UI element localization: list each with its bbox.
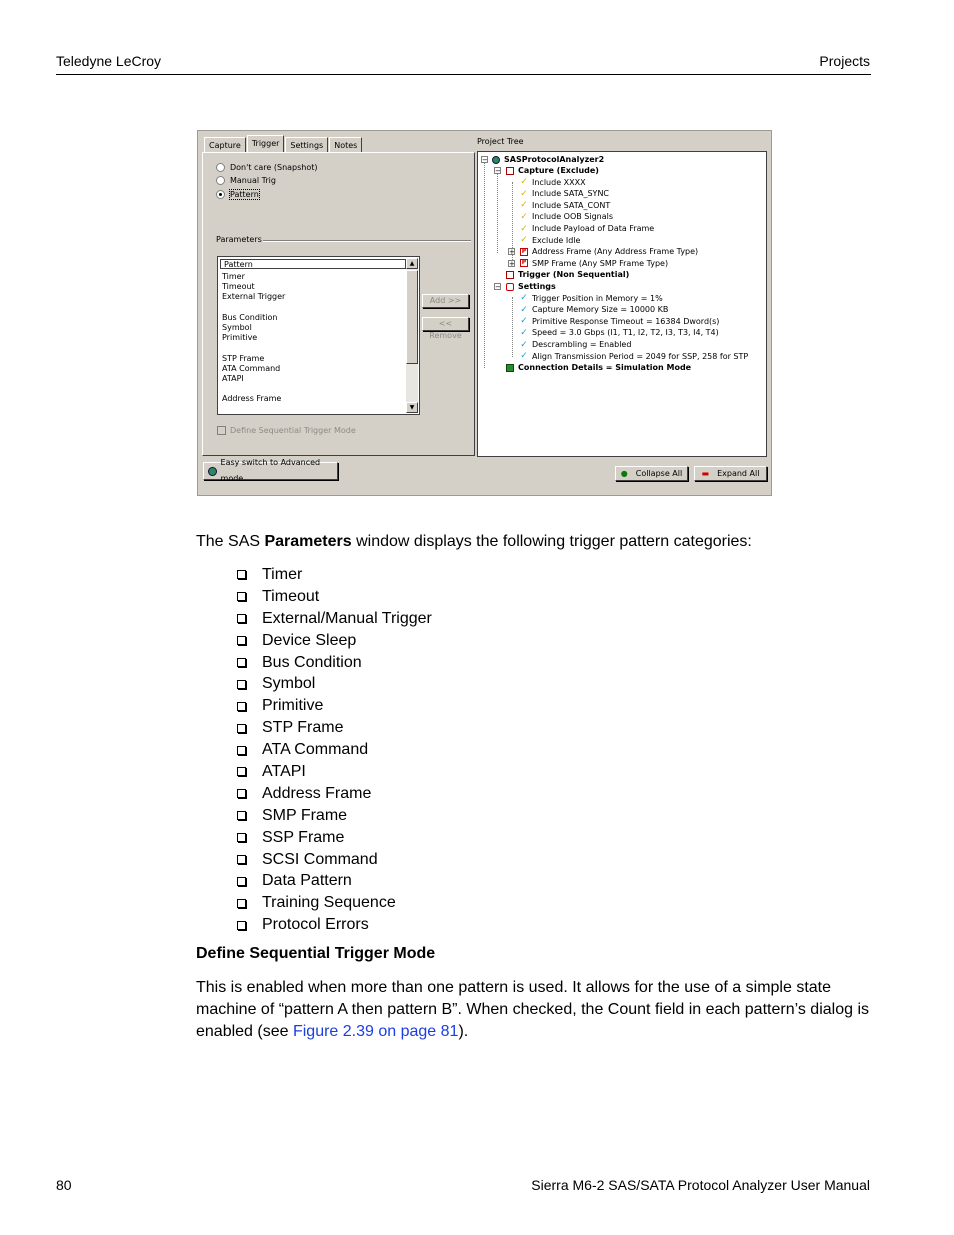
checkbox-bullet-icon [237, 789, 246, 798]
tree-node[interactable] [520, 246, 698, 257]
list-item: SSP Frame [237, 827, 432, 849]
section-text: This is enabled when more than one pattern is used. It allows for the use of a simple state machine of “pattern A then pattern B”. When checked, the Count field in each pattern’s dialog is enabled (see [196, 979, 869, 1040]
checkbox-bullet-icon [237, 811, 246, 820]
tree-node[interactable] [520, 177, 586, 188]
tree-node-label: Speed = 3.0 Gbps (I1, T1, I2, T2, I3, T3, I4, T4) [532, 328, 719, 338]
radio-label: Manual Trig [230, 176, 276, 185]
list-item[interactable]: Symbol [222, 323, 252, 332]
tree-node[interactable] [492, 154, 604, 165]
list-item[interactable]: External Trigger [222, 292, 286, 302]
list-item [222, 303, 285, 313]
category-list [237, 564, 432, 936]
figure-link[interactable]: Figure 2.39 on page 81 [292, 1023, 459, 1040]
tree-node[interactable] [520, 304, 668, 315]
tree-node-label: Include Payload of Data Frame [532, 224, 655, 233]
parameters-label: Parameters [216, 235, 262, 244]
checkbox-bullet-icon [237, 921, 246, 930]
tree-node[interactable] [520, 211, 613, 222]
tree-node-label: Align Transmission Period = 2049 for SSP, 258 for STP [532, 351, 749, 361]
tree-guide [512, 297, 513, 357]
tree-node-label: Include SATA_CONT [532, 200, 611, 210]
tree-node-label: Connection Details = Simulation Mode [518, 363, 692, 373]
pattern-list[interactable] [217, 256, 420, 415]
checkbox-bullet-icon [237, 680, 246, 689]
check-icon: ✓ [520, 200, 528, 211]
tree-node[interactable] [520, 293, 663, 304]
footer-title: Sierra M6-2 SAS/SATA Protocol Analyzer User Manual [531, 1177, 870, 1193]
tree-node[interactable] [520, 351, 748, 362]
parameters-divider [263, 240, 471, 242]
tree-node-label: Primitive Response Timeout = 16384 Dword(s) [532, 316, 720, 326]
tree-node[interactable] [520, 339, 631, 350]
radio-dont-care[interactable] [216, 163, 318, 172]
intro-text: window displays the following trigger pattern categories: [351, 533, 752, 550]
list-item [222, 343, 285, 353]
tree-node-label: Include SATA_SYNC [532, 189, 610, 199]
checkbox-bullet-icon [237, 899, 246, 908]
expand-all-label: Expand All [717, 469, 760, 478]
check-icon: ✓ [520, 327, 528, 338]
checkbox-bullet-icon [237, 833, 246, 842]
list-item: External/Manual Trigger [237, 608, 432, 630]
list-item[interactable]: Address Frame [222, 394, 282, 404]
header-company: Teledyne LeCroy [56, 53, 162, 69]
section-heading: Define Sequential Trigger Mode [196, 945, 436, 962]
easy-switch-button[interactable] [203, 458, 338, 483]
tree-node-label: Trigger Position in Memory = 1% [532, 293, 663, 303]
remove-button[interactable]: << Remove [422, 317, 469, 331]
list-item[interactable]: Primitive [222, 333, 258, 343]
radio-indicator [216, 190, 225, 199]
list-item: Primitive [237, 695, 432, 717]
wave-icon [506, 167, 514, 175]
list-item: Symbol [237, 673, 432, 695]
checkbox-bullet-icon [237, 877, 246, 886]
tree-node-label: SASProtocolAnalyzer2 [504, 155, 605, 164]
radio-label: Don't care (Snapshot) [230, 163, 318, 172]
radio-manual-trig[interactable] [216, 176, 276, 185]
radio-pattern[interactable] [216, 190, 259, 199]
tree-node[interactable] [520, 258, 668, 269]
checkbox-bullet-icon [237, 658, 246, 667]
trigger-settings-dialog [197, 130, 772, 496]
tree-guide [497, 171, 498, 253]
tree-node-label: Capture Memory Size = 10000 KB [532, 305, 669, 315]
tree-node-label: Address Frame (Any Address Frame Type) [532, 247, 699, 257]
list-item: ATA Command [237, 739, 432, 761]
tab-trigger[interactable]: Trigger [247, 135, 285, 152]
tree-node[interactable] [520, 200, 610, 211]
checkbox-bullet-icon [237, 724, 246, 733]
p-icon: P [521, 259, 527, 267]
connection-icon [506, 364, 514, 372]
list-item: ATAPI [237, 761, 432, 783]
check-icon: ✓ [520, 235, 528, 246]
tree-node-label: Settings [518, 282, 556, 291]
scroll-down-icon[interactable]: ▼ [406, 402, 418, 413]
gear-icon [506, 283, 514, 291]
page-number: 80 [56, 1177, 72, 1193]
intro-paragraph [196, 531, 876, 553]
dialog-tabs [204, 137, 363, 152]
list-item: SCSI Command [237, 849, 432, 871]
list-item: Timer [237, 564, 432, 586]
checkbox-bullet-icon [237, 570, 246, 579]
check-icon: ✓ [520, 316, 528, 327]
intro-text: The SAS [196, 533, 265, 550]
list-item[interactable]: ATA Command [222, 363, 281, 373]
tree-guide [484, 160, 485, 368]
list-item: Training Sequence [237, 892, 432, 914]
list-item[interactable]: Timeout [222, 282, 255, 292]
radio-label: Pattern [230, 190, 259, 199]
scroll-up-icon[interactable]: ▲ [406, 258, 418, 269]
list-item: STP Frame [237, 717, 432, 739]
checkbox-bullet-icon [237, 855, 246, 864]
tree-node[interactable] [520, 316, 719, 327]
tree-node[interactable] [506, 269, 629, 280]
intro-bold: Parameters [264, 533, 352, 550]
check-icon: ✓ [520, 293, 528, 304]
tree-node-label: Include OOB Signals [532, 212, 614, 222]
check-icon: ✓ [520, 177, 528, 188]
tree-node-label: Capture (Exclude) [518, 166, 599, 175]
expand-icon: ▬ [701, 469, 710, 478]
header-rule [56, 74, 871, 75]
tree-node-label: SMP Frame (Any SMP Frame Type) [532, 258, 669, 268]
tree-node[interactable] [506, 165, 599, 176]
radio-indicator [216, 176, 225, 185]
easy-switch-label: Easy switch to Advanced mode [220, 458, 321, 483]
collapse-toggle-icon[interactable]: − [495, 283, 501, 291]
checkbox-bullet-icon [237, 746, 246, 755]
pattern-list-header: Pattern [220, 259, 406, 269]
list-item: Bus Condition [237, 652, 432, 674]
expand-all-button[interactable] [694, 466, 767, 481]
tab-settings[interactable]: Settings [285, 137, 328, 152]
list-item: Protocol Errors [237, 914, 432, 936]
checkbox-bullet-icon [237, 767, 246, 776]
checkbox-bullet-icon [237, 614, 246, 623]
tree-node-label: Exclude Idle [532, 235, 581, 245]
tree-node[interactable] [520, 188, 609, 199]
project-tree[interactable] [477, 151, 767, 457]
list-item: Device Sleep [237, 630, 432, 652]
expand-toggle-icon[interactable]: + [509, 248, 515, 256]
project-tree-label: Project Tree [477, 137, 524, 146]
check-icon: ✓ [520, 188, 528, 199]
tree-node[interactable] [520, 235, 580, 246]
collapse-toggle-icon[interactable]: − [482, 156, 488, 164]
tree-node[interactable] [520, 327, 719, 338]
list-item[interactable]: Timer [222, 272, 245, 281]
list-item[interactable]: ATAPI [222, 374, 244, 383]
check-icon: ✓ [520, 304, 528, 315]
sequential-mode-checkbox[interactable] [217, 426, 356, 435]
list-item [222, 384, 285, 394]
checkbox-box [217, 426, 226, 435]
globe-icon [208, 467, 217, 476]
list-item[interactable]: Bus Condition [222, 312, 278, 322]
list-item: Data Pattern [237, 870, 432, 892]
collapse-toggle-icon[interactable]: − [495, 167, 501, 175]
collapse-icon: ● [620, 469, 628, 478]
p-icon: P [521, 247, 527, 255]
check-icon: ✓ [520, 339, 528, 350]
section-paragraph [196, 977, 871, 1043]
tree-node-label: Include XXXX [532, 177, 586, 187]
expand-toggle-icon[interactable]: + [509, 260, 515, 268]
list-item[interactable]: STP Frame [222, 353, 265, 363]
pattern-list-scrollbar[interactable] [406, 258, 418, 413]
tree-node-label: Descrambling = Enabled [532, 340, 632, 349]
globe-icon [492, 156, 500, 164]
checkbox-bullet-icon [237, 636, 246, 645]
check-icon: ✓ [520, 223, 528, 234]
checkbox-bullet-icon [237, 702, 246, 711]
wave-icon [506, 271, 514, 279]
scroll-thumb[interactable] [406, 270, 418, 364]
tab-notes[interactable]: Notes [329, 137, 362, 152]
add-button[interactable]: Add >> [422, 294, 469, 308]
checkbox-label: Define Sequential Trigger Mode [230, 426, 356, 435]
tree-node[interactable] [506, 362, 691, 373]
tree-node[interactable] [520, 223, 654, 234]
list-item: Address Frame [237, 783, 432, 805]
tab-capture[interactable]: Capture [204, 137, 246, 152]
pattern-list-items [222, 272, 285, 405]
tree-node-label: Trigger (Non Sequential) [518, 270, 630, 280]
section-text: ). [458, 1023, 469, 1040]
checkbox-bullet-icon [237, 592, 246, 601]
check-icon: ✓ [520, 211, 528, 222]
collapse-all-button[interactable] [615, 466, 688, 481]
radio-indicator [216, 163, 225, 172]
list-item: SMP Frame [237, 805, 432, 827]
tree-node[interactable] [506, 281, 556, 292]
list-item: Timeout [237, 586, 432, 608]
header-section: Projects [819, 53, 870, 69]
collapse-all-label: Collapse All [635, 469, 683, 478]
check-icon: ✓ [520, 351, 528, 362]
